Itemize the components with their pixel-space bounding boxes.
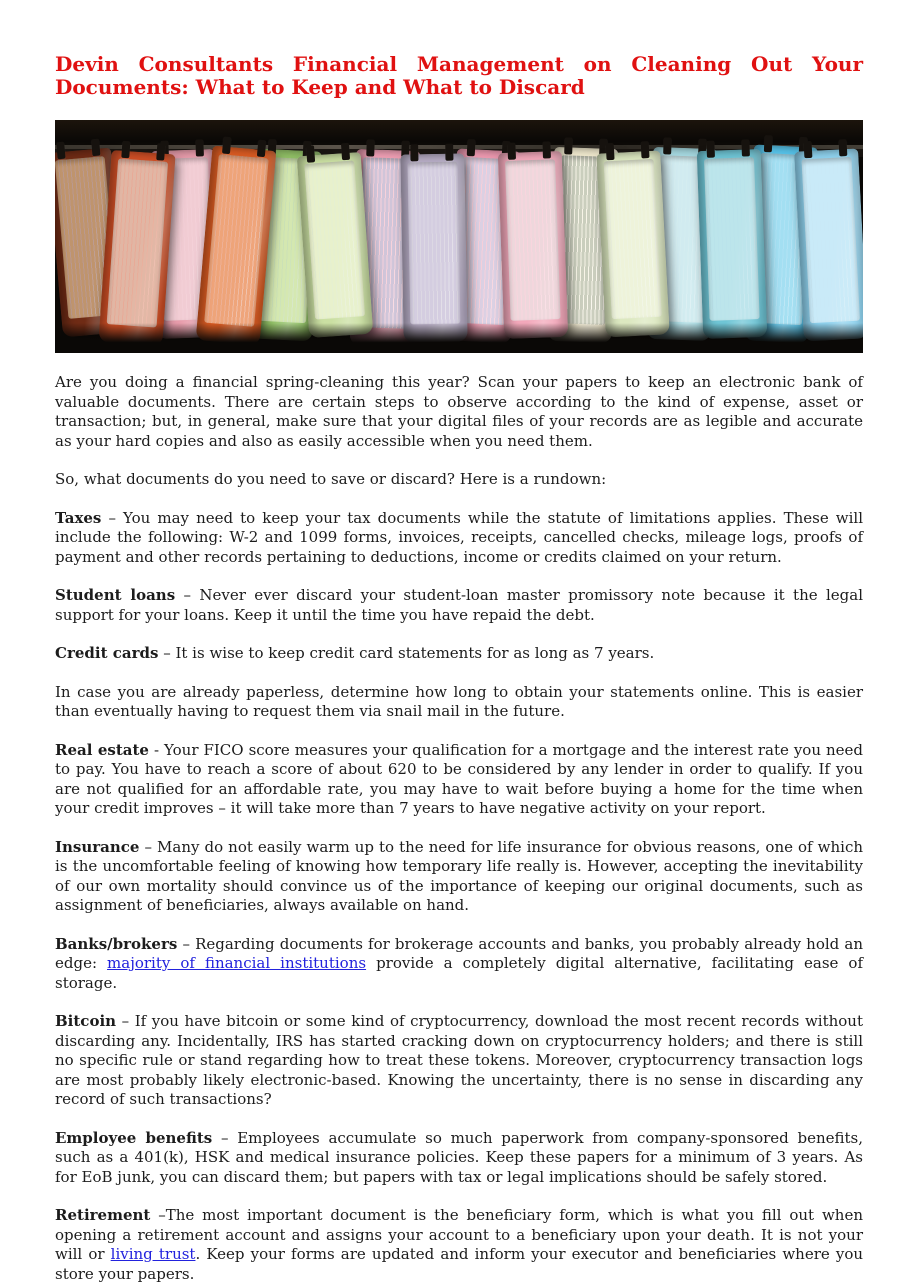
text-run: – Regarding documents for brokerage accounts and banks, you probably already hold an edge:	[55, 934, 863, 972]
paragraph	[55, 741, 863, 819]
text-run: – Never ever discard your student-loan master promissory note because it the legal support for your loans. Keep it until the time you have repaid the debt.	[55, 586, 863, 624]
text-run: – If you have bitcoin or some kind of cryptocurrency, download the most recent records without discarding any. Incidentally, IRS has started cracking down on cryptocurrency holders; and there is still no specific rule or stand regarding how to treat these tokens. Moreover, cryptocurrency transaction logs are most probably likely electronic-based. Knowing the uncertainty, there is no sense in discarding any record of such transactions?	[55, 1012, 863, 1108]
clip-icon	[195, 139, 204, 156]
paragraph	[55, 683, 863, 722]
paper-stack	[107, 158, 168, 327]
text-run: - Your FICO score measures your qualification for a mortgage and the interest rate you need to pay. You have to reach a score of about 620 to be considered by any lender in order to qualify. If you are not qualified for an affordable rate, you may have to wait before buying a home for the time when your credit improves – it will take more than 7 years to have negative activity on your report.	[55, 740, 863, 817]
paragraph	[55, 1206, 863, 1284]
clip-icon	[804, 141, 813, 158]
clip-icon	[507, 143, 516, 160]
term-bold: Bitcoin	[55, 1012, 117, 1030]
text-run: So, what documents do you need to save or discard? Here is a rundown:	[55, 470, 607, 488]
term-bold: Banks/brokers	[55, 934, 178, 953]
article-body	[55, 373, 863, 1284]
paragraph	[55, 935, 863, 994]
clip-icon	[91, 139, 100, 157]
term-bold: Real estate	[55, 740, 149, 759]
paragraph	[55, 373, 863, 451]
paper-stack	[801, 157, 860, 323]
clip-icon	[542, 141, 551, 158]
photo-bottom-shadow	[55, 323, 863, 353]
paragraph	[55, 838, 863, 916]
clip-icon	[606, 143, 615, 160]
folder-shape	[498, 151, 568, 339]
clip-icon	[741, 139, 750, 156]
clip-icon	[410, 144, 418, 161]
paper-stack	[505, 159, 561, 321]
term-bold: Credit cards	[55, 644, 159, 662]
paper-stack	[704, 157, 760, 321]
clip-icon	[156, 143, 165, 161]
clip-icon	[838, 139, 847, 156]
page-title-line2: Documents: What to Keep and What to Discard	[55, 75, 585, 99]
clip-icon	[706, 141, 715, 158]
clip-icon	[564, 137, 573, 154]
text-run: – You may need to keep your tax documents while the statute of limitations applies. These will include the following: W-2 and 1099 forms, invoices, receipts, cancelled checks, mileage logs, proofs of payment and other records pertaining to deductions, income or credits claimed on your return.	[55, 508, 863, 566]
clip-icon	[467, 139, 476, 156]
folder-shape	[697, 149, 768, 339]
clip-icon	[445, 144, 453, 161]
paper-stack	[204, 154, 269, 327]
paragraph	[55, 1129, 863, 1188]
text-run: –The most important document is the beneficiary form, which is what you fill out when opening a retirement account and assigns your account to a beneficiary upon your death. It is not your will or	[55, 1206, 863, 1263]
folder-shape	[596, 150, 670, 337]
page-title-line1: Devin Consultants Financial Management on Cleaning Out Your	[55, 52, 863, 76]
paper-stack	[304, 160, 365, 319]
clip-icon	[121, 141, 130, 159]
term-bold: Employee benefits	[55, 1128, 213, 1147]
folder-shape	[297, 152, 374, 338]
text-run: Are you doing a financial spring-cleaning this year? Scan your papers to keep an electronic bank of valuable documents. There are certain steps to observe according to the kind of expense, asset or transaction; but, in general, make sure that your digital files of your records are as legible and accurate as your hard copies and also as easily accessible when you need them.	[55, 373, 863, 450]
clip-icon	[366, 139, 375, 156]
clip-icon	[663, 137, 672, 154]
term-bold: Student loans	[55, 586, 176, 604]
paragraph	[55, 1012, 863, 1110]
paragraph	[55, 644, 863, 664]
clip-icon	[764, 135, 773, 152]
paper-stack	[408, 162, 461, 325]
paragraph	[55, 470, 863, 490]
paragraph	[55, 586, 863, 625]
inline-link[interactable]: living trust	[110, 1245, 196, 1263]
clip-icon	[56, 142, 65, 160]
term-bold: Insurance	[55, 837, 140, 856]
text-run: – Many do not easily warm up to the need for life insurance for obvious reasons, one of which is the uncomfortable feeling of knowing how temporary life really is. However, accepting the inevitability of our own mortality should convince us of the importance of keeping our original documents, such as assignment of beneficiaries, always available on hand.	[55, 837, 863, 914]
paragraph	[55, 509, 863, 568]
term-bold: Retirement	[55, 1206, 151, 1224]
folder-shape	[400, 153, 467, 342]
text-run: – It is wise to keep credit card statements for as long as 7 years.	[158, 644, 655, 662]
page-title	[55, 53, 863, 99]
hanging-folders-photo	[55, 120, 863, 353]
clip-icon	[257, 140, 266, 158]
clip-icon	[306, 145, 315, 163]
clip-icon	[641, 141, 650, 158]
inline-link[interactable]: majority of financial institutions	[107, 954, 367, 972]
folder-shape	[794, 148, 863, 341]
term-bold: Taxes	[55, 508, 102, 527]
clip-icon	[341, 143, 350, 161]
text-run: – Employees accumulate so much paperwork from company-sponsored benefits, such as a 401(k), HSK and medical insurance policies. Keep these papers for a minimum of 3 years. As for EoB junk, you can discard them; but papers with tax or legal implications should be safely stored.	[55, 1128, 864, 1186]
paper-stack	[604, 159, 662, 319]
text-run: In case you are already paperless, determine how long to obtain your statements online. This is easier than eventually having to request them via snail mail in the future.	[55, 682, 863, 720]
clip-icon	[222, 136, 231, 154]
text-run: . Keep your forms are updated and inform your executor and beneficiaries where you store your papers.	[55, 1245, 864, 1283]
text-run: provide a completely digital alternative, facilitating ease of storage.	[55, 954, 864, 992]
folder-shape	[98, 150, 175, 346]
